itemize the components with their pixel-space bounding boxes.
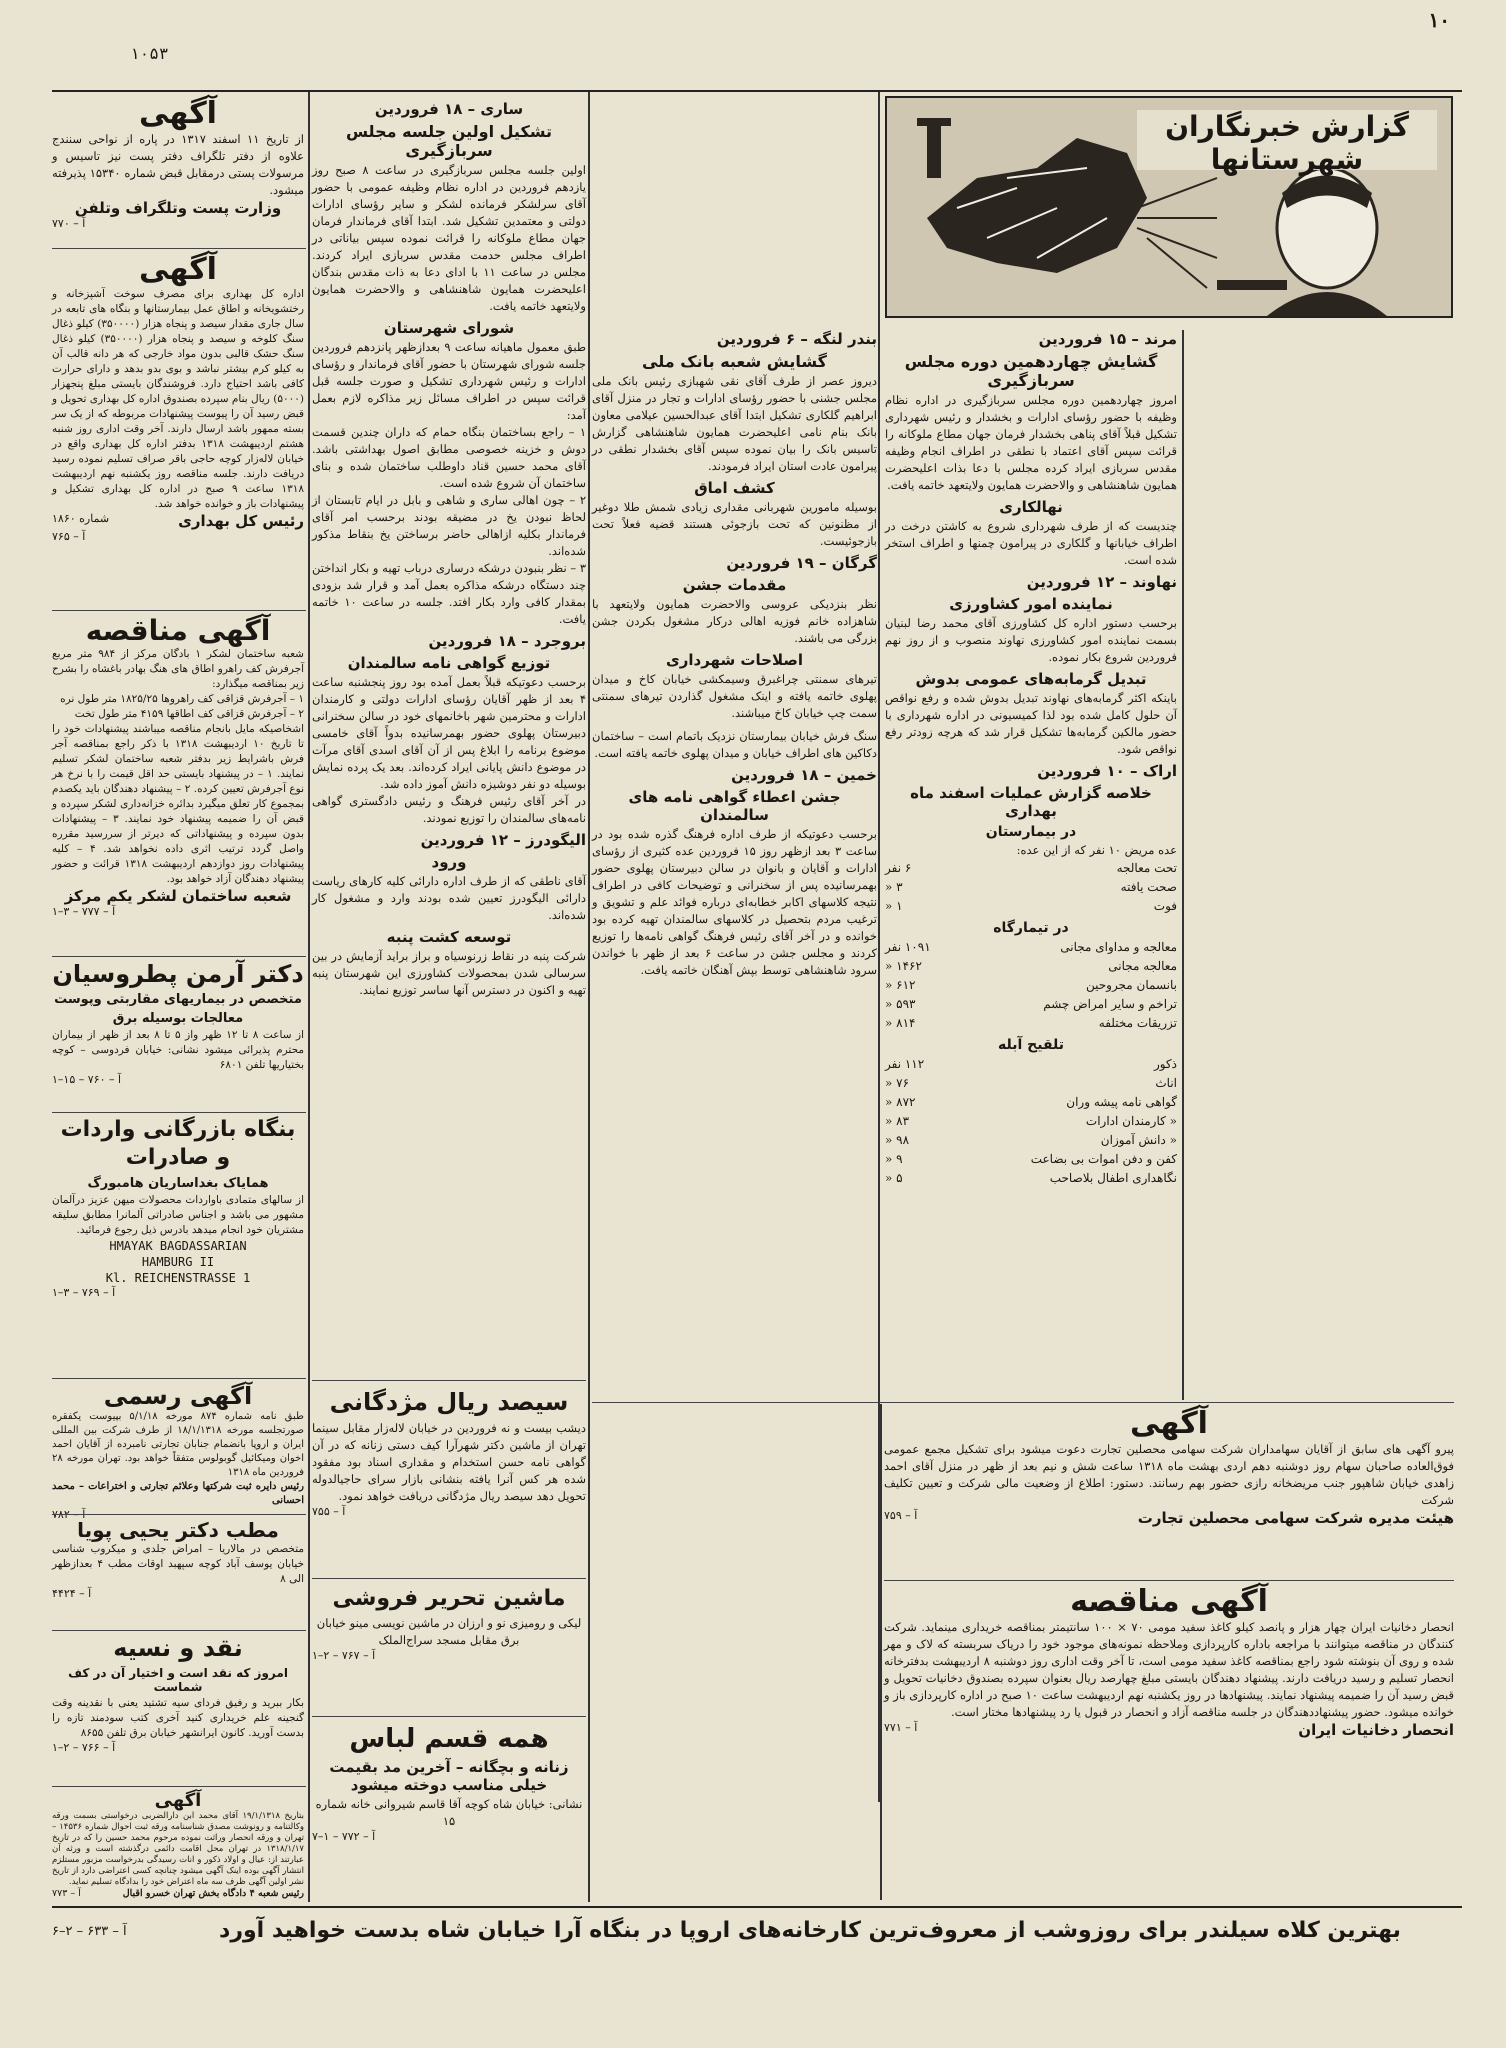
ad-doctor-petrosian	[52, 960, 304, 1110]
ad-title: نقد و نسیه	[113, 1634, 243, 1662]
stat-label: معالجه و مداوای مجانی	[1060, 940, 1177, 954]
article-title: گشایش شعبه بانک ملی	[642, 352, 827, 371]
hospital-stats	[885, 859, 1177, 916]
stat-row	[885, 859, 1177, 878]
divider	[52, 248, 306, 249]
dateline: ساری – ۱۸ فروردین	[374, 100, 524, 118]
ad-body: از ساعت ۸ تا ۱۲ ظهر واز ۵ تا ۸ بعد از ظهر از بیماران محترم پذیرائی میشود نشانی: خیابان فردوسی – کوچه بختیاریها تلفن ۶۸۰۱	[52, 1029, 305, 1071]
stat-value: ۳ «	[885, 880, 903, 894]
ad-title: آگهی	[1130, 1406, 1208, 1441]
ad-typewriter	[312, 1582, 586, 1712]
ad-title: آگهی	[139, 96, 217, 131]
masthead-title: گزارش خبرنگاران شهرستانها	[1137, 110, 1437, 170]
ad-body: متخصص در مالاریا – امراض جلدی و میکروب شناسی خیابان یوسف آباد کوچه سپهبد اوقات مطب ۴ بعدازظهر الی ۸	[52, 1543, 304, 1585]
stat-row	[885, 1112, 1177, 1131]
article-title: مقدمات جشن	[682, 576, 787, 594]
ad-clothes	[312, 1720, 586, 1900]
stat-value: ۷۶ «	[885, 1076, 910, 1090]
ad-signature: رئیس کل بهداری	[178, 512, 304, 530]
dateline: الیگودرز – ۱۲ فروردین	[420, 831, 586, 849]
ad-body: شعبه ساختمان لشکر ۱ بادگان مرکز از ۹۸۴ متر مربع آجرفرش کف راهرو اطاق های هنگ بهادر باغشاه را بشرح زیر بمناقصه میگذارد:	[52, 648, 304, 690]
article-body: ۳ – نظر بنبودن درشکه درساری درباب تهیه و بکار انداختن چند دستگاه درشکه مذاکره بعمل آمد و قرار شد بزودی بمقدار کافی وارد بکار افتد. جلسه در ساعت ۱۰ خاتمه یافت.	[312, 561, 586, 626]
divider	[592, 1402, 1454, 1403]
stat-label: « کارمندان ادارات	[1085, 1114, 1177, 1128]
ad-body: اشخاصیکه مایل بانجام مناقصه میباشند پیشنهادات خود را تا تاریخ ۱۰ اردیبهشت ۱۳۱۸ با ذکر راجع بمناقصه آجر فرش باشرایط زیر بدفتر شعبه ساختمان لشکر تسلیم نمایند. ۱ – در پیشنهاد بایستی حد اقل قیمت را با نرخ هر نوع آجرفرش تعیین کرده. ۲ – پیشنهاد دهندگان باید یکصدم بمجموع کار تعلق میگیرد بدائره خزانه‌داری لشکر سپرده و قبض آن را ضمیمه پیشنهاد خود نمایند. ۳ – پیشنهادات بدون سپرده و پیشنهاداتی که دیرتر از سررسید مقرره واصل گردد ترتیب اثری داده نخواهد شد. ۴ – کلیه پیشنهادات روز دوازدهم اردیبهشت ۱۳۱۸ قرائت و حضور پیشنهاد دهندگان آزاد خواهد بود.	[52, 723, 304, 885]
ad-ref: آ – ۷۷۷ – ۳–۱	[52, 905, 116, 918]
ad-ref: آ – ۷۷۳	[52, 1888, 81, 1899]
ad-notice	[884, 1406, 1454, 1578]
ad-ref: آ – ۷۶۷ – ۲–۱	[312, 1649, 376, 1662]
article-body: برحسب دعوتیکه از طرف اداره فرهنگ گذره شده بود در ساعت ۳ بعد ازظهر روز ۱۵ فروردین عده کثیری از رؤسای ادارات و آقایان و بانوان در سالن دبیرستان پهلوی حضور بهمرسانیده پس از سخنرانی و توضیحات کافی در اطراف نتیجه کلاسهای اکابر خطابه‌ای درباره فوائد علم و تشویق و ترغیب مردم بتحصیل در کلاسهای سالمندان تهیه کرده بود خوانده و در آخر آقای رئیس فرهنگ گواهی نامه‌ها را توزیع کردند و مجلس جشن در ساعت ۶ بعد از ظهر با خواندن سرود شاهنشاهی توسط بپش آهنگان خاتمه یافت.	[592, 827, 877, 977]
article-subtitle: در تیمارگاه	[993, 920, 1069, 936]
stat-label: تزریقات مختلفه	[1098, 1016, 1177, 1030]
ad-import-export	[52, 1116, 304, 1376]
ad-footer	[52, 1888, 304, 1899]
ad-footer	[884, 1721, 1454, 1739]
divider	[312, 1716, 586, 1717]
stat-value: ۸۷۲ «	[885, 1095, 916, 1109]
ad-address-line: HMAYAK BAGDASSARIAN	[109, 1239, 247, 1253]
ad-signature: هیئت مدیره شرکت سهامی محصلین تجارت	[1137, 1509, 1454, 1527]
stat-row	[885, 995, 1177, 1014]
stat-label: نگاهداری اطفال بلاصاحب	[1049, 1171, 1177, 1185]
article-body: در آخر آقای رئیس فرهنگ و رئیس دادگستری گواهی نامه‌های سالمندان را توزیع نمودند.	[312, 794, 586, 825]
article-title: تشکیل اولین جلسه مجلس سربازگیری	[345, 122, 553, 160]
stat-value: ۹۸ «	[885, 1133, 910, 1147]
article-body: تیرهای سمنتی چراغبرق وسیمکشی خیابان کاخ و میدان پهلوی خاتمه یافته و اینک مشغول گذاردن تیرهای سمنتی سمت چپ خیابان کاخ میباشند.	[592, 672, 877, 720]
stat-label: اناث	[1155, 1076, 1177, 1090]
dateline: اراک – ۱۰ فروردین	[1037, 762, 1177, 780]
ad-title: آگهی رسمی	[103, 1382, 253, 1410]
article-title: توزیع گواهی نامه سالمندان	[347, 654, 551, 672]
article-body: ۱ – راجع بساختمان بنگاه حمام که داران چندین قسمت دوش و خزینه خصوصی مطابق اصول بهداشتی باشد. آقای محمد حسین قناد داوطلب ساختمان شده و بنای ساختمان آن شروع شده است.	[312, 425, 586, 490]
divider	[52, 956, 306, 957]
stat-value: ۸۳ «	[885, 1114, 910, 1128]
stat-value: ۸۱۴ «	[885, 1016, 916, 1030]
divider	[312, 1380, 586, 1381]
stat-label: ذکور	[1153, 1057, 1177, 1071]
ad-body: از تاریخ ۱۱ اسفند ۱۳۱۷ در پاره از نواحی سنندج علاوه از دفتر تلگراف دفتر پست نیز تاسیس و مرسولات پستی درمقابل قبض شماره ۱۵۳۴۰ پذیرفته میشود.	[52, 132, 304, 197]
stat-value: ۱ «	[885, 899, 903, 913]
stat-row	[885, 976, 1177, 995]
stat-row	[885, 878, 1177, 897]
stat-label: معالجه مجانی	[1108, 959, 1177, 973]
ad-subtitle: همایاک بغداساریان هامبورگ	[87, 1176, 269, 1191]
ad-signature: انحصار دخانیات ایران	[1298, 1721, 1454, 1739]
article-title: توسعه کشت پنبه	[386, 928, 512, 946]
stat-row	[885, 1150, 1177, 1169]
issue-code: ۱۰۵۳	[130, 44, 169, 63]
ad-post-office	[52, 96, 304, 246]
stat-row	[885, 1014, 1177, 1033]
ad-title: همه قسم لباس	[349, 1724, 549, 1754]
stat-row	[885, 1131, 1177, 1150]
dateline: بروجرد – ۱۸ فروردین	[428, 632, 586, 650]
ad-list-item: ۲ – آجرفرش قزاقی کف اطاقها ۴۱۵۹ متر طول تخت	[74, 708, 304, 720]
ad-official	[52, 1382, 305, 1521]
article-title: جشن اعطاء گواهی نامه های سالمندان	[628, 788, 841, 824]
ad-footer	[52, 512, 304, 530]
article-body: آقای ناطقی که از طرف اداره دارائی کلیه کارهای ریاست دارائی الیگودرز تعیین شده بودند وارد و مشغول کار شده‌اند.	[312, 874, 586, 922]
stat-row	[885, 1055, 1177, 1074]
ad-body: اداره کل بهداری برای مصرف سوخت آشپزخانه و رختشویخانه و اطاق عمل بیمارستانها و بنگاه های تابعه در سال جاری مقدار سیصد و پنجاه هزار (۳۵۰۰۰۰) کیلو ذغال سنگ کلوخه و سیصد و پنجاه هزار (۳۵۰۰۰۰) کیلو ذغال سنگ حشک قالبی بدون مواد خارجی که هر دانه قالب آن به کیلو کرم بیشتر نباشد و بوی بدو بدهد و دارای حرارت کافی باشد احتیاج دارد. فروشندگان بایستی مبلغ پنجهزار (۵۰۰۰) ریال بنام سپرده بصندوق اداره کل بهداری تحویل و قبض رسید آن را پیوست پیشنهادات مربوطه که از یک سر بسته ممهور باشد ارسال دارند. آخر وقت اداری روز شنبه هشتم اردیبهشت ۱۳۱۸ بدفتر اداره کل بهداری واقع در خیابان لاله‌زار کوچه حاجی باقر صراف تسلیم نموده رسید دریافت دارند. جلسه مناقصه روز یکشنبه نهم اردیبهشت ۱۳۱۸ ساعت ۹ صبح در اداره کل بهداری تشکیل و پیشنهادات باز و خوانده خواهد شد.	[52, 288, 305, 510]
ad-body: نشانی: خیابان شاه کوچه آقا قاسم شیروانی خانه شماره ۱۵	[315, 1797, 583, 1828]
ad-subtitle: امروز که نقد است و اختیار آن در کف شماست	[68, 1666, 288, 1694]
article-body: چندیست که از طرف شهرداری شروع به کاشتن درخت در اطراف خیابانها و گلکاری در پیرامون چمنها و اطراف استخر شده است.	[885, 519, 1177, 567]
ad-signature: رئیس شعبه ۴ دادگاه بخش تهران خسرو اقبال	[122, 1888, 304, 1899]
ad-body: طبق نامه شماره ۸۷۴ مورخه ۵/۱/۱۸ بپیوست یکفقره صورتجلسه مورخه ۱۸/۱/۱۳۱۸ از طرف شرکت بین المللی ایران و اروپا بانضمام جنابان تجارتی نامبرده از آقایان احمد اخوان ومیکائیل گوبولوس متفقاً خواهد بود. تهران مورخه ۲۸ فروردین ماه ۱۳۱۸	[52, 1411, 305, 1478]
stat-label: فوت	[1153, 899, 1177, 913]
ad-cash-credit	[52, 1634, 304, 1784]
ad-body: لیکی و رومیزی نو و ارزان در ماشین نویسی مینو خیابان برق مقابل مسجد سراج‌الملک	[316, 1616, 582, 1647]
article-title: گشایش چهاردهمین دوره مجلس سربازگیری	[904, 352, 1158, 390]
ad-subtitle: زنانه و بچگانه – آخرین مد بقیمت خیلی مناسب دوخته میشود	[329, 1758, 569, 1794]
ad-tender-army	[52, 614, 304, 954]
dateline: گرگان – ۱۹ فروردین	[726, 554, 877, 572]
stat-label: تراخم و سایر امراض چشم	[1043, 997, 1177, 1011]
article-body: شرکت پنبه در نقاط زرنوسیاه و براز براید آزمایش در بین سرسالی شدن بمحصولات کشاورزی این شهرستان پنبه تهیه و اکنون در دسترس آنها ساسر توزیع نمایند.	[312, 949, 586, 997]
article-body: برحسب دعوتیکه قبلاً بعمل آمده بود روز پنجشنبه ساعت ۴ بعد از ظهر آقایان رؤسای ادارات دولتی و کارمندان ادارات و محترمین شهر باخانمهای خود در سالن سخنرانی دبیرستان پهلوی حضور بهمرسانیده بدواً آقای خامسی موضوع برنامه را ابلاغ پس از آن آقای اسدی آقای مرآت در موضوع دانش پایانی ایراد کرده‌اند. بعد یک پرده نمایش بوسیله دو نفر دوشیزه دانش آموز داده شد.	[312, 675, 586, 791]
vaccine-stats	[885, 1055, 1177, 1188]
ad-title: آگهی مناقصه	[1070, 1584, 1268, 1619]
stat-row	[885, 1169, 1177, 1188]
article-title: اصلاحات شهرداری	[666, 651, 803, 669]
article-title: کشف اماق	[694, 479, 775, 497]
ad-title: مطب دکتر یحیی پویا	[77, 1518, 279, 1542]
column-4-upper	[885, 326, 1177, 1396]
ad-title: آگهی	[154, 1790, 202, 1811]
article-title: نماینده امور کشاورزی	[949, 595, 1113, 613]
ad-title: آگهی	[139, 252, 217, 287]
article-body: باینکه اکثر گرمابه‌های نهاوند تبدیل بدوش شده و رفع نواقص آن حلول کامل شده بود لذا کمیسیونی در اداره شهرداری با حضور مالکین گرمابه‌ها تشکیل قرار شد که هرچه زودتر رفع نواقص شود.	[885, 691, 1177, 756]
article-title: شورای شهرستان	[383, 319, 515, 337]
ad-subtitle: متخصص در بیماریهای مقاربتی وپوست	[54, 992, 302, 1007]
article-subtitle: در بیمارستان	[985, 824, 1077, 840]
stat-row	[885, 1093, 1177, 1112]
article-subtitle: تلقیح آبله	[998, 1037, 1064, 1053]
ad-number: شماره ۱۸۶۰	[52, 512, 110, 525]
clinic-stats	[885, 938, 1177, 1033]
article-body: اولین جلسه مجلس سربازگیری در ساعت ۸ صبح روز یازدهم فروردین در اداره نظام وظیفه عمومی با حضور آقای سرلشکر فرمانده لشکر و سایر رؤسای ادارات دولتی و معتمدین تشکیل شد. ابتدا آقای فرماندار فرمان جهان مطاع ملوکانه را قرائت نموده سپس بیاناتی در اطراف مجلس حدمت مقدس سربازی ایراد کردند. مجلس در ساعت ۱۱ با ادای دعا به ذات مقدس بندگان اعلیحضرت همایون شاهنشاهی و والاحضرت همایون ولایتعهد خاتمه یافت.	[312, 163, 586, 313]
ad-inheritance	[52, 1790, 304, 1902]
ad-body: انحصار دخانیات ایران چهار هزار و پانصد کیلو کاغذ سفید مومی ۷۰ × ۱۰۰ سانتیمتر بمناقصه خریداری مینماید. شرکت کنندگان در مناقصه میتوانند با مراجعه باداره کارپردازی وملاحظه نمونه‌های موجود خود را دریاک سربسته که لاک و مهر شده و روی آن بنوشته شود راجع بمناقصه کاغذ سفید مومی است، تا آخر وقت اداری روز دوشنبه ۸ اردیبهشت بدفترخانه انحصار تسلیم و رسید دریافت دارند. پیشنهاد دهندگان بایستی مبلغ چهارصد ریال بعنوان سپرده بصندوق دخانیات تحویل و قبض رسید آن را ضمیمه پیشنهاد نمایند. پیشنهادها در روز یکشنبه نهم اردیبهشت ساعت ۱۰ صبح در اداره کارپردازی باز و خوانده میشود. حضور پیشنهاددهندگان در جلسه مناقصه آزاد و انحصار در قبول یا رد پیشنهادها مختار است.	[884, 1620, 1455, 1719]
divider	[52, 1514, 306, 1515]
ad-address-line: HAMBURG II	[141, 1255, 215, 1269]
article-title: ورود	[431, 853, 467, 871]
divider	[312, 1578, 586, 1579]
ad-signature: شعبه ساختمان لشکر یکم مرکز	[64, 887, 292, 905]
ad-signature: رئیس دایره ثبت شرکتها وعلائم تجارتی و اختراعات – محمد احسانی	[52, 1481, 304, 1506]
stat-value: ۱۱۲ نفر	[885, 1057, 925, 1071]
article-body: برحسب دستور اداره کل کشاورزی آقای محمد رضا لبنیان بسمت نماینده امور کشاورزی نهاوند منصوب و از روز نهم فروردین شروع بکار نموده.	[885, 616, 1177, 664]
ad-title: ماشین تحریر فروشی	[332, 1586, 566, 1611]
ad-ref: آ – ۷۷۲ – ۱–۷	[312, 1830, 376, 1843]
bottom-rule	[52, 1906, 1462, 1908]
ad-address-line: Kl. REICHENSTRASSE 1	[105, 1271, 251, 1285]
ad-ref: آ – ۷۵۹	[884, 1509, 918, 1522]
stat-value: ۱۴۶۲ «	[885, 959, 922, 973]
ad-title: دکتر آرمن پطروسیان	[52, 960, 304, 988]
divider	[52, 610, 306, 611]
article-body: ۲ – چون اهالی ساری و شاهی و بابل در ایام تابستان از لحاظ نبودن یخ در مضیقه بودند برحسب امر آقای فرماندار بکلیه ازاهالی حاضر برساختن یخ بنقاط مذکور شده‌اند.	[312, 493, 586, 558]
masthead-illustration	[885, 96, 1453, 318]
column-rule	[880, 1404, 882, 1900]
ad-ref: آ – ۷۶۹ – ۳–۱	[52, 1286, 116, 1299]
stat-label: کفن و دفن اموات بی بضاعت	[1030, 1152, 1177, 1166]
ad-body: از سالهای متمادی باواردات محصولات میهن عزیز درآلمان مشهور می باشد و اجناس صادراتی آلمانرا مطابق سلیقه مشتریان خود انجام میدهد بادرس ذیل رجوع فرمائید.	[52, 1194, 304, 1236]
dateline: نهاوند – ۱۲ فروردین	[1026, 573, 1177, 591]
hospital-intro: عده مریض ۱۰ نفر که از این عده:	[1016, 843, 1177, 857]
ad-ref: آ – ۷۸۲	[52, 1508, 86, 1521]
column-3-upper	[592, 326, 877, 1396]
ad-ref: آ – ۴۴۲۴	[52, 1587, 92, 1600]
footer-ref: آ – ۶۳۳ – ۲–۶	[52, 1924, 127, 1939]
stat-row	[885, 957, 1177, 976]
stat-row	[885, 1074, 1177, 1093]
ad-ref: آ – ۷۷۱	[884, 1721, 918, 1734]
ad-title: بنگاه بازرگانی واردات و صادرات	[60, 1117, 296, 1170]
stat-value: ۵۹۳ «	[885, 997, 916, 1011]
ad-health-coal	[52, 252, 304, 607]
ad-body: پیرو آگهی های سابق از آقایان سهامداران شرکت سهامی محصلین تجارت دعوت میشود برای تشکیل مجمع عمومی فوق‌العاده صاحبان سهام روز دوشنبه دهم اردی بهشت ماه ۱۳۱۸ ساعت شش و نیم بعد از ظهر در منزل آقای احمد زاهدی خیابان شاهپور جنب مریضخانه رازی حضور بهم رسانند. دستور: اطلاع از وضعیت مالی شرکت و تعیین تکلیف شرکت	[884, 1442, 1454, 1507]
column-rule	[308, 92, 310, 1902]
divider	[52, 1378, 306, 1379]
dateline: بندر لنگه – ۶ فروردین	[716, 330, 877, 348]
stat-value: ۶۱۲ «	[885, 978, 916, 992]
ad-ref: آ – ۷۷۰	[52, 217, 86, 230]
dateline: خمین – ۱۸ فروردین	[731, 766, 877, 784]
stat-label: تحت معالجه	[1116, 861, 1177, 875]
article-title: تبدیل گرمابه‌های عمومی بدوش	[915, 670, 1147, 688]
stat-label: صحت یافته	[1120, 880, 1177, 894]
stat-row	[885, 897, 1177, 916]
ad-footer	[884, 1509, 1454, 1527]
divider	[52, 1112, 306, 1113]
ad-list-item: ۱ – آجرفرش قزاقی کف راهروها ۱۸۲۵/۲۵ متر طول نره	[60, 693, 304, 705]
ad-body: دیشب بیست و نه فروردین در خیابان لاله‌زار مقابل سینما تهران از ماشین دکتر شهرآرا کیف دستی زنانه که در آن گواهی نامه حسن استخدام و مقداری اسناد بود مفقود شده هر کس آنرا یافته بنشانی بازار سرای حاجیالدوله تحویل دهد سیصد ریال مژدگانی دریافت خواهد نمود.	[312, 1421, 586, 1503]
footer-banner: بهترین کلاه سیلندر برای روزوشب از معروف‌ترین کارخانه‌های اروپا در بنگاه آرا خیابان شاه بدست خواهید آورد	[219, 1918, 1401, 1943]
page-number: ۱۰	[1428, 8, 1450, 32]
ad-body: بتاریخ ۱۹/۱/۱۳۱۸ آقای محمد ابن دارالضربی درخواستی بسمت ورقه وکالتنامه و رونوشت مصدق شناسنامه ورقه ثبت احوال شماره ۱۴۵۳۶ – تهران و ورقه انحصار وراثت نموده مرحوم محمد حسین را که در تاریخ ۱۳۱۸/۱/۱۷ در تهران محل اقامت دائمی درگذشته است و ورثه آن عبارتند از: عیال و اولاد ذکور و انات رسیدگی بدرخواست مزبور مستلزم انتشار آگهی بوده اینک آگهی میشود چنانچه کسی اعتراضی دارد از تاریخ نشر اولین آگهی ظرف سه ماه اعتراض خود را بدادگاه تسلیم نماید.	[52, 1811, 305, 1887]
divider	[884, 1580, 1454, 1581]
divider	[52, 1630, 306, 1631]
article-body: سنگ فرش خیابان بیمارستان نزدیک باتمام است – ساختمان دکاکین های اطراف خیابان و میدان پهلوی خاتمه یافته است.	[592, 729, 877, 760]
ad-title: آگهی مناقصه	[85, 614, 271, 647]
ad-signature: وزارت پست وتلگراف وتلفن	[74, 199, 282, 217]
article-body: دیروز عصر از طرف آقای نقی شهبازی رئیس بانک ملی مجلس جشنی با حضور رؤسای ادارات و تجار در منزل آقای ابراهیم گلکاری تشکیل ابتدا آقای عبدالحسین عیلامی معاون بانک بنام نامی اعلیحضرت همایون شاهنشاهی گزارش تاسیس بانک را بیان نموده سپس آقای بخشدار نطقی در پیرامون عادت استان ایراد فرمودند.	[592, 374, 877, 473]
ad-title: سیصد ریال مژدگانی	[329, 1388, 569, 1416]
ad-ref: آ – ۷۶۵	[52, 530, 86, 543]
ad-ref: آ – ۷۶۰ – ۱۵–۱	[52, 1073, 122, 1086]
article-title: خلاصه گزارش عملیات اسفند ماه بهداری	[910, 784, 1152, 820]
stat-value: ۱۰۹۱ نفر	[885, 940, 931, 954]
article-body: بوسیله مامورین شهربانی مقداری زیادی شمش طلا دوغیر از مظنونین که تحت بازجوئی هستند قضیه فعلاً تحت بازجوئیست.	[592, 500, 877, 548]
stat-row	[885, 938, 1177, 957]
ad-tender-tobacco	[884, 1584, 1454, 1899]
ad-body: بکار ببرید و رفیق فردای سیه تشتید یعنی با نقدینه وقت گنجینه علم خریداری کنید آخری کتب سودمند تازه را بدست آورید. کانون ایرانشهر خیابان برق تلفن ۸۶۵۵	[52, 1697, 304, 1739]
article-body: طبق معمول ماهیانه ساعت ۹ بعدازظهر پانزدهم فروردین جلسه شورای شهرستان با حضور آقای فرماندار و رؤسای ادارات و رئیس شهرداری تشکیل و صورت جلسه قبل قرائت سپس در اطراف مسائل زیر مذاکره لازم بعمل آمد:	[312, 340, 586, 422]
article-body: امروز چهاردهمین دوره مجلس سربازگیری در اداره نظام وظیفه با حضور رؤسای ادارات و بخشدار و رئیس شهرداری تشکیل قبلاً آقای پناهی بخشدار فرمان جهان مطاع ملوکانه را قرائت سپس آقای اعتماد با نطقی در اطراف انجام وظیفه مقدس سربازی ایراد کرده مجلس با دعا بذات اعلیحضرت همایون شاهنشاهی و والاحضرت همایون ولایتعهد خاتمه یافت.	[885, 393, 1177, 492]
column-rule	[1182, 330, 1184, 1400]
stat-label: « دانش آموزان	[1100, 1133, 1177, 1147]
ad-ref: آ – ۷۵۵	[312, 1505, 346, 1518]
stat-label: بانسمان مجروحین	[1085, 978, 1177, 992]
ad-subtitle: معالجات بوسیله برق	[112, 1011, 244, 1026]
article-body: نظر بنزدیکی عروسی والاحضرت همایون ولایتعهد با شاهزاده خانم فوزیه اهالی درکار مشغول بکردن جشن بزرگی می باشند.	[592, 597, 877, 645]
divider	[52, 1786, 306, 1787]
article-title: نهالکاری	[999, 498, 1063, 516]
stat-value: ۵ «	[885, 1171, 903, 1185]
column-2-upper	[312, 96, 586, 1356]
stat-value: ۹ «	[885, 1152, 903, 1166]
ad-reward	[312, 1384, 586, 1574]
ad-doctor-pouya	[52, 1518, 304, 1628]
stat-label: گواهی نامه پیشه وران	[1066, 1095, 1177, 1109]
dateline: مرند – ۱۵ فروردین	[1038, 330, 1177, 348]
top-rule	[52, 90, 1462, 92]
column-rule	[588, 92, 590, 1902]
stat-value: ۶ نفر	[885, 861, 912, 875]
ad-ref: آ – ۷۶۶ – ۲–۱	[52, 1741, 116, 1754]
